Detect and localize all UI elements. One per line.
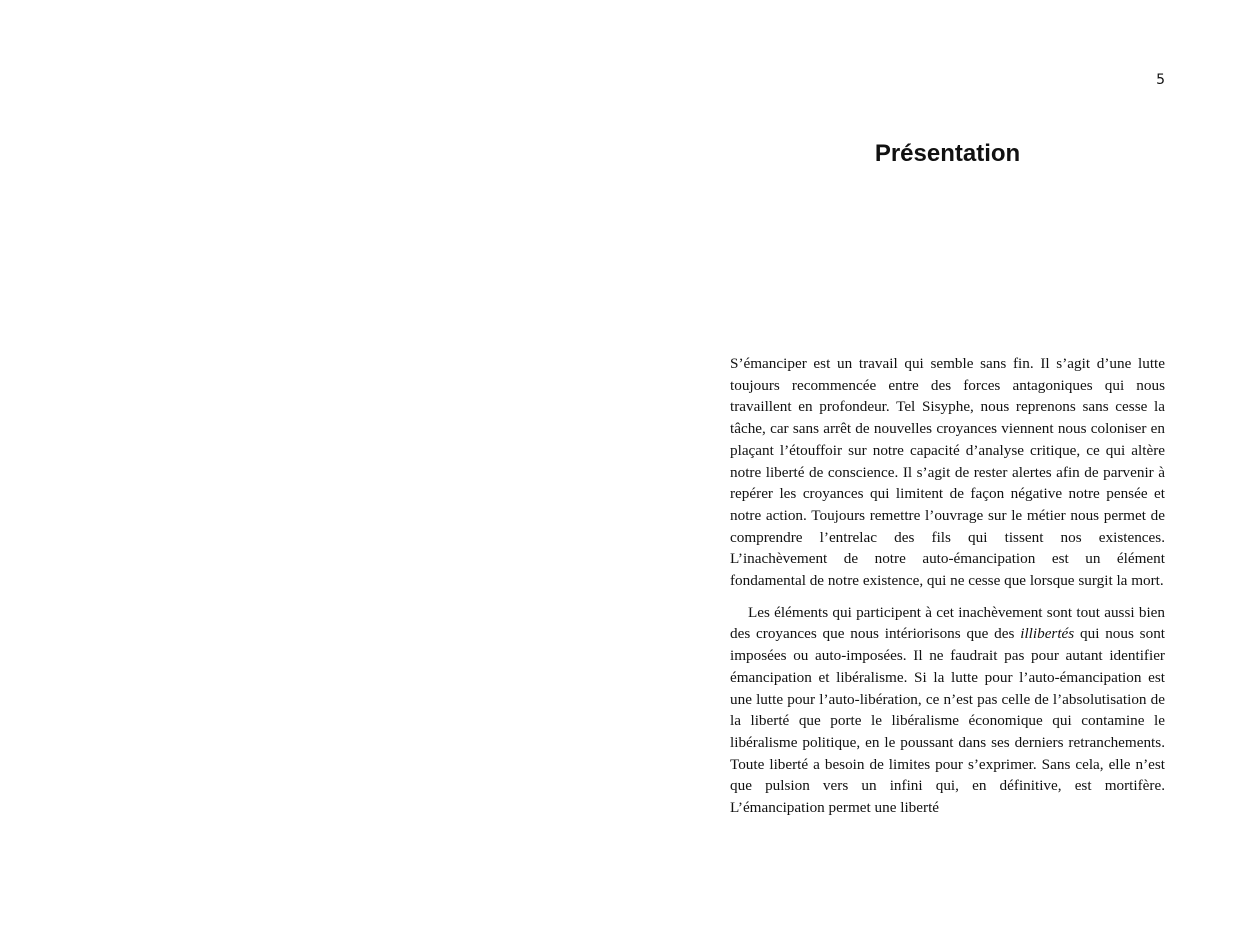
paragraph-2-text-end: qui nous sont imposées ou auto-imposées. Il ne faudrait pas pour autant identifier émancipation et libéralisme. Si la lutte pour l’auto-émancipation est une lutte pour l’auto-libération, ce n’est pas celle de l’absolutisation de la liberté que porte le libéralisme économique qui contamine le libéralisme politique, en le poussant dans ses derniers retranchements. Toute liberté a besoin de limites pour s’exprimer. Sans cela, elle n’est que pulsion vers un infini qui, en définitive, est mortifère. L’émancipation permet une liberté — [730, 625, 1166, 817]
paragraph-2 — [730, 602, 1165, 819]
body-text — [730, 353, 1165, 829]
paragraph-2-text-start: Les éléments qui participent à cet inachèvement sont tout aussi bien des croyances que nous intériorisons que des — [730, 603, 1165, 643]
chapter-title: Présentation — [874, 140, 1021, 167]
paragraph-1: S’émanciper est un travail qui semble sans fin. Il s’agit d’une lutte toujours recommencée entre des forces antagoniques qui nous travaillent en profondeur. Tel Sisyphe, nous reprenons sans cesse la tâche, car sans arrêt de nouvelles croyances viennent nous coloniser en plaçant l’étouffoir sur notre capacité d’analyse critique, ce qui altère notre liberté de conscience. Il s’agit de rester alertes afin de parvenir à repérer les croyances qui limitent de façon négative notre pensée et notre action. Toujours remettre l’ouvrage sur le métier nous permet de comprendre l’entrelac des fils qui tissent nos existences. L’inachèvement de notre auto-émancipation est un élément fondamental de notre existence, qui ne cesse que lorsque surgit la mort. — [730, 355, 1165, 590]
page-number: 5 — [1156, 72, 1165, 88]
emphasized-term: illibertés — [1020, 625, 1075, 643]
